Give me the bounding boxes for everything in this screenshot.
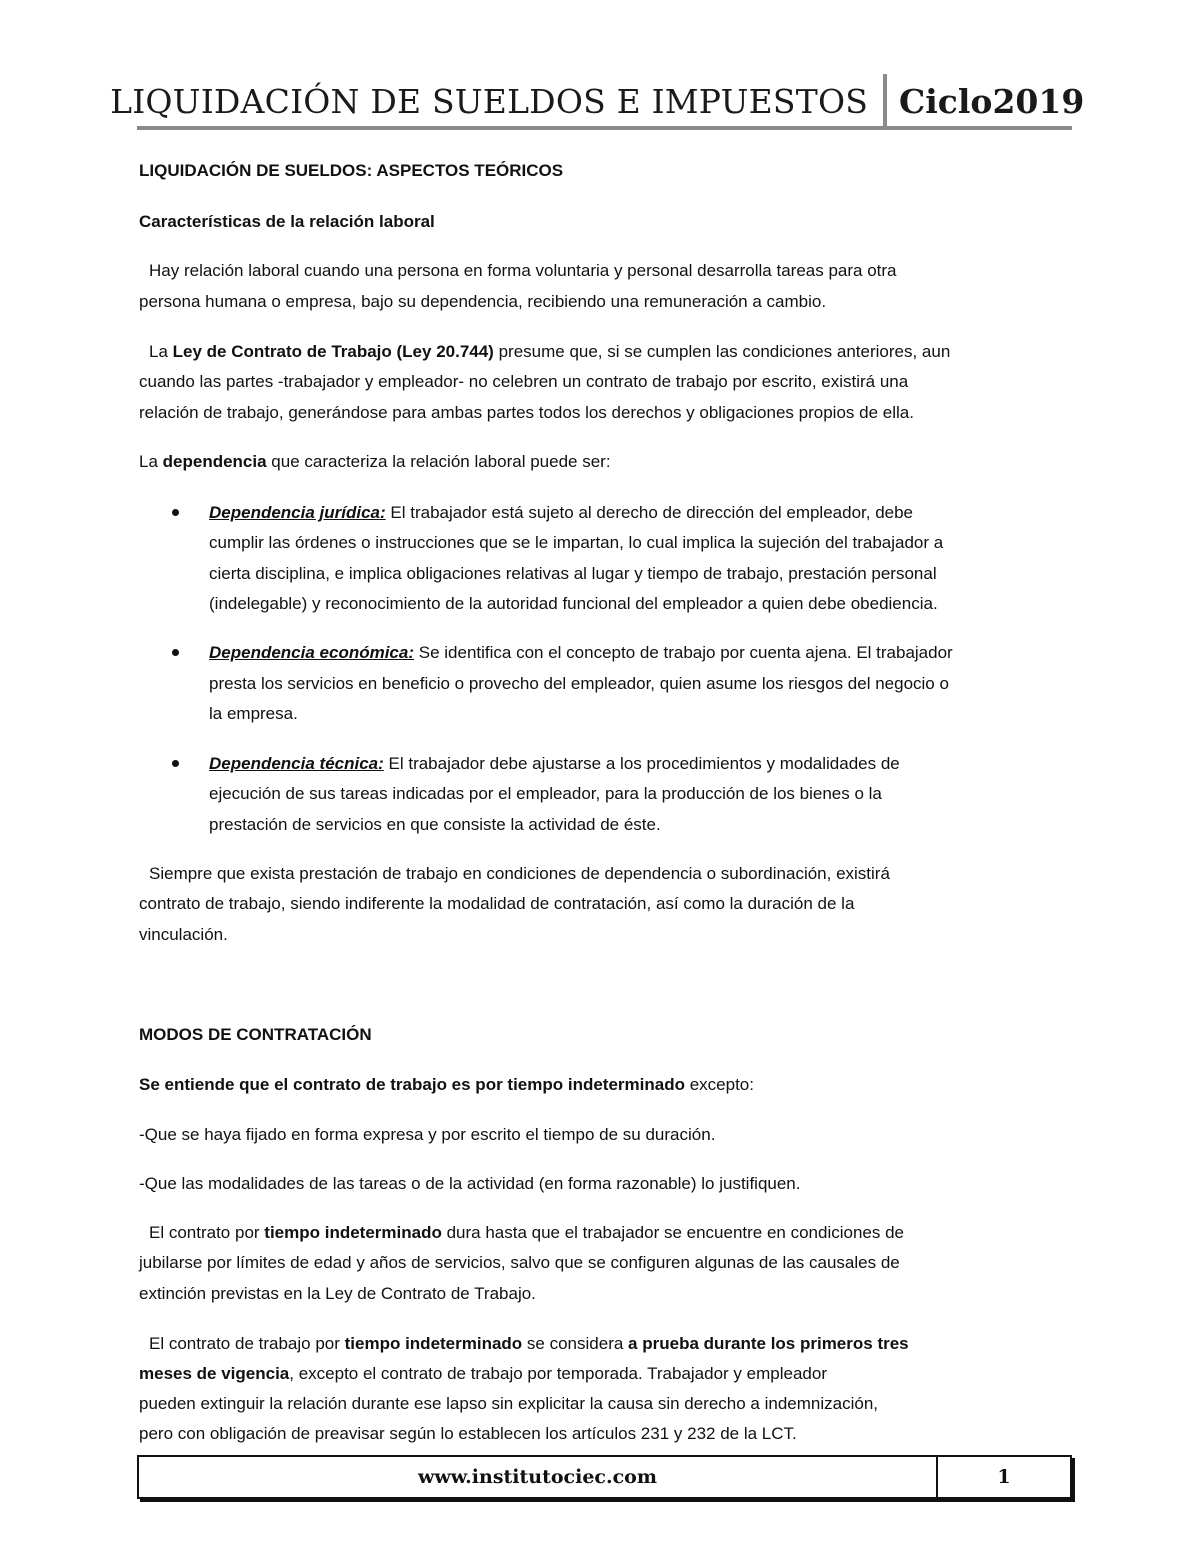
list-item: [209, 638, 953, 669]
text-run: El contrato por: [149, 1223, 265, 1242]
bold-term: Se entiende que el contrato de trabajo es por tiempo indeterminado: [139, 1075, 685, 1094]
paragraph-line: cuando las partes -trabajador y empleador- no celebren un contrato de trabajo por escrito, existirá una: [139, 372, 909, 391]
paragraph-line: [139, 337, 950, 368]
bullet-label: Dependencia jurídica:: [209, 503, 386, 522]
list-item-line: presta los servicios en beneficio o provecho del empleador, quien asume los riesgos del negocio o: [209, 674, 949, 693]
bold-term: tiempo indeterminado: [344, 1334, 523, 1353]
list-item-line: cierta disciplina, e implica obligaciones relativas al lugar y tiempo de trabajo, prestación personal: [209, 564, 937, 583]
paragraph-line: pueden extinguir la relación durante ese lapso sin explicitar la causa sin derecho a indemnización,: [139, 1394, 879, 1413]
header-cycle: Ciclo2019: [899, 82, 1085, 121]
list-item-line: (indelegable) y reconocimiento de la autoridad funcional del empleador a quien debe obediencia.: [209, 594, 938, 613]
paragraph-line: -Que las modalidades de las tareas o de la actividad (en forma razonable) lo justifiquen.: [139, 1174, 801, 1193]
bold-term: dependencia: [162, 452, 267, 471]
page-number: 1: [997, 1466, 1011, 1488]
header-title: LIQUIDACIÓN DE SUELDOS E IMPUESTOS: [110, 82, 868, 121]
bold-term: a prueba durante los primeros tres: [628, 1334, 909, 1353]
bullet-icon: [172, 760, 179, 767]
law-reference: Ley de Contrato de Trabajo (Ley 20.744): [172, 342, 494, 361]
paragraph-line: Siempre que exista prestación de trabajo en condiciones de dependencia o subordinación, existirá: [149, 864, 890, 883]
list-item-line: ejecución de sus tareas indicadas por el empleador, para la producción de los bienes o la: [209, 784, 882, 803]
paragraph-line: [139, 1359, 827, 1390]
list-item-line: cumplir las órdenes o instrucciones que se le impartan, lo cual implica la sujeción del trabajador a: [209, 533, 944, 552]
text-run: El trabajador está sujeto al derecho de dirección del empleador, debe: [385, 503, 914, 522]
section-heading-modos: MODOS DE CONTRATACIÓN: [139, 1025, 372, 1044]
paragraph-line: -Que se haya fijado en forma expresa y por escrito el tiempo de su duración.: [139, 1125, 716, 1144]
section-heading-liquidacion: LIQUIDACIÓN DE SUELDOS: ASPECTOS TEÓRICOS: [139, 161, 564, 180]
bullet-label: Dependencia económica:: [209, 643, 415, 662]
paragraph-line: Hay relación laboral cuando una persona en forma voluntaria y personal desarrolla tareas para otra: [149, 261, 897, 280]
paragraph-line: extinción previstas en la Ley de Contrato de Trabajo.: [139, 1284, 536, 1303]
text-run: que caracteriza la relación laboral puede ser:: [266, 452, 611, 471]
paragraph-line: [139, 1329, 909, 1360]
bold-term: meses de vigencia: [139, 1364, 290, 1383]
paragraph-line: [139, 1218, 904, 1249]
page-header: [110, 74, 1085, 126]
bullet-icon: [172, 509, 179, 516]
paragraph-line: persona humana o empresa, bajo su dependencia, recibiendo una remuneración a cambio.: [139, 292, 827, 311]
page-footer: [137, 1455, 1072, 1499]
text-run: Se identifica con el concepto de trabajo por cuenta ajena. El trabajador: [414, 643, 953, 662]
list-item: [209, 498, 913, 529]
text-run: dura hasta que el trabajador se encuentre en condiciones de: [441, 1223, 905, 1242]
subheading-relacion-laboral: Características de la relación laboral: [139, 212, 435, 231]
paragraph-line: jubilarse por límites de edad y años de servicios, salvo que se configuren algunas de las causales de: [139, 1253, 900, 1272]
text-run: se considera: [522, 1334, 629, 1353]
paragraph-line: pero con obligación de preavisar según lo establecen los artículos 231 y 232 de la LCT.: [139, 1424, 797, 1443]
footer-url: www.institutociec.com: [418, 1466, 657, 1488]
header-rule: [137, 126, 1072, 130]
list-item-line: la empresa.: [209, 704, 298, 723]
bullet-icon: [172, 649, 179, 656]
text-run: El contrato de trabajo por: [149, 1334, 345, 1353]
list-item: [209, 749, 900, 780]
text-run: presume que, si se cumplen las condiciones anteriores, aun: [493, 342, 951, 361]
text-run: , excepto el contrato de trabajo por temporada. Trabajador y empleador: [289, 1364, 827, 1383]
text-run: El trabajador debe ajustarse a los procedimientos y modalidades de: [383, 754, 900, 773]
list-item-line: prestación de servicios en que consiste la actividad de éste.: [209, 815, 661, 834]
header-divider: [883, 74, 887, 126]
paragraph-line: relación de trabajo, generándose para ambas partes todos los derechos y obligaciones propios de ella.: [139, 403, 914, 422]
paragraph-line: vinculación.: [139, 925, 228, 944]
paragraph-line: [139, 1070, 754, 1101]
text-run: La: [149, 342, 173, 361]
bold-term: tiempo indeterminado: [264, 1223, 442, 1242]
paragraph-line: [139, 447, 611, 478]
paragraph-line: contrato de trabajo, siendo indiferente la modalidad de contratación, así como la duración de la: [139, 894, 855, 913]
bullet-label: Dependencia técnica:: [209, 754, 384, 773]
text-run: excepto:: [684, 1075, 754, 1094]
text-run: La: [139, 452, 163, 471]
